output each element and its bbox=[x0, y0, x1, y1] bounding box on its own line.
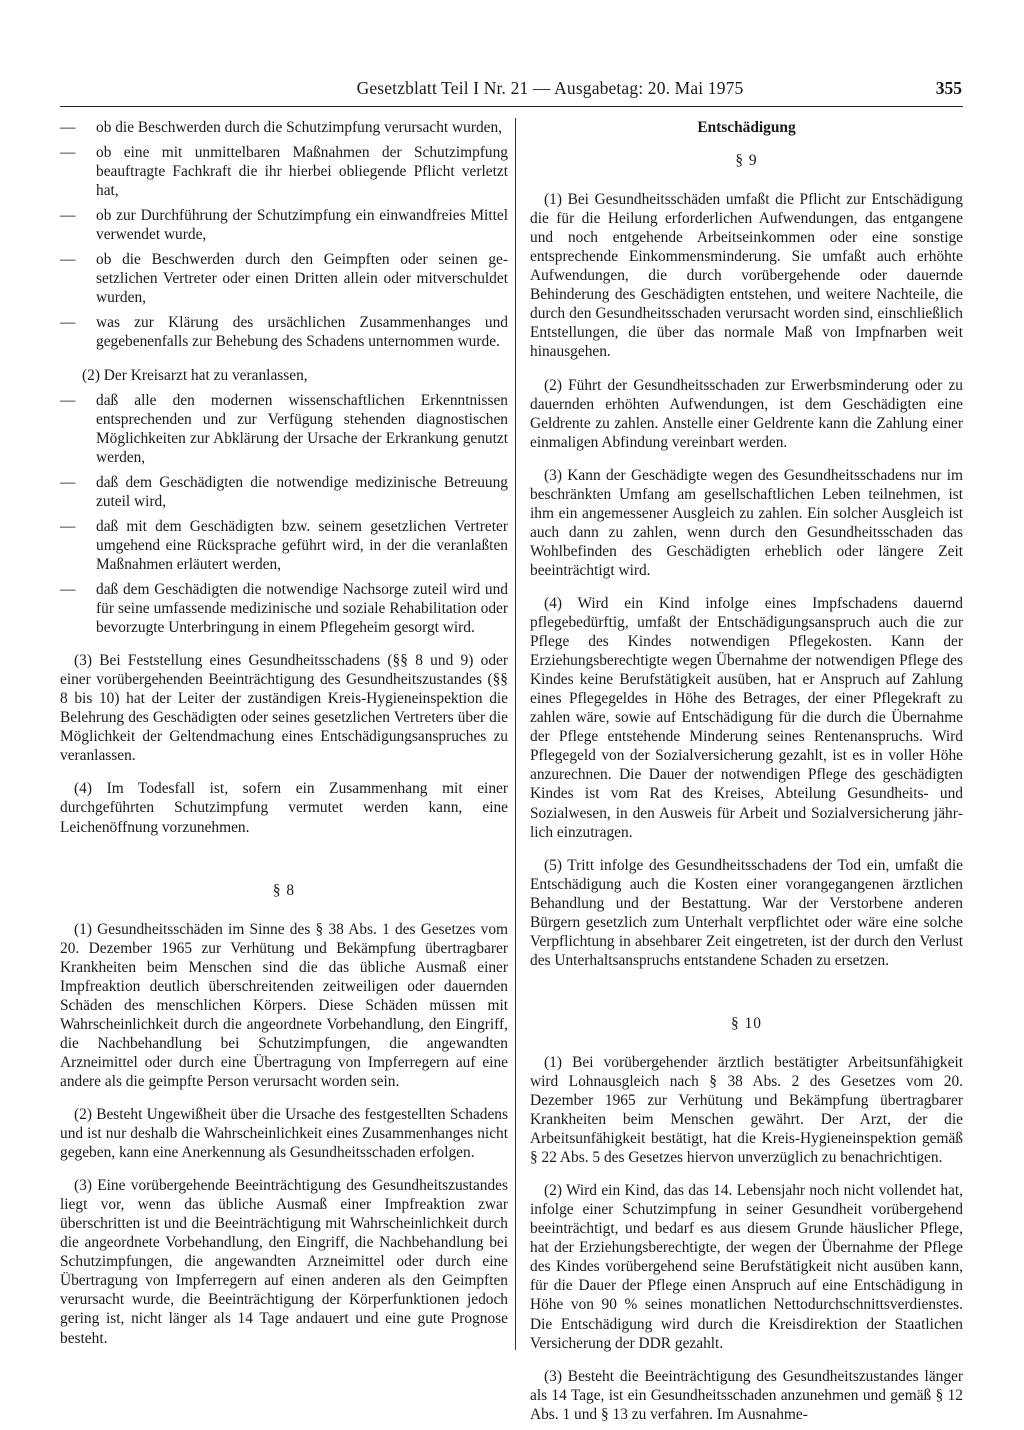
section-10-heading: § 10 bbox=[731, 1014, 762, 1032]
column-divider bbox=[515, 118, 516, 1350]
section-9-paragraph-4: (4) Wird ein Kind infolge eines Impfschadens dauernd pflegebedürftig, umfaßt der Entschädigungsanspruch auch die zur Pflege des Kindes notwendigen Pflegekosten. Kann der Erziehungsberechtigte wegen Übernahme der notwendigen Pflege des Kindes keine Berufstätigkeit ausüben, hat er Anspruch auf Zahlung eines Pflegegeldes in Höhe des Betrages, der einer Pflegekraft zu zahlen wäre, sowie auf Entschädigung für die durch die Übernahme der Pflege entstehende Minderung seines Rentenanspruchs. Wird Pflegegeld von der Sozialversicherung gezahlt, ist es in voller Höhe anzurechnen. Die Dauer der notwendigen Pflege des geschädigten Kindes ist vom Rat des Kreises, Abteilung Gesundheits- und Sozialwesen, in den Ausweis für Arbeit und Sozialversicherung jährlich einzutragen. bbox=[530, 594, 963, 841]
list-item: — ob die Beschwerden durch die Schutzimpfung verursacht wurden, bbox=[60, 119, 503, 136]
paragraph-2-intro: (2) Der Kreisarzt hat zu veranlassen, bbox=[82, 366, 308, 384]
section-10-paragraph-3: (3) Besteht die Beeinträchtigung des Gesundheitszustandes länger als 14 Tage, ist ein Gesundheitsschaden anzunehmen und gemäß § 12 Abs. 1 und § 13 zu verfahren. Im Ausnahme- bbox=[530, 1367, 963, 1423]
list-item: — ob die Beschwerden durch den Geimpften oder seinen gesetzlichen Vertreter oder einen Dritten allein oder mitverschuldet wurden, bbox=[60, 251, 508, 307]
section-10-paragraph-2: (2) Wird ein Kind, das das 14. Lebensjahr noch nicht vollendet hat, infolge einer Schutzimpfung in seiner Gesundheit vorübergehend beeinträchtigt, und bedarf es aus diesem Grunde häuslicher Pflege, hat der Erziehungsberechtigte, der wegen der Übernahme der Pflege des Kindes vorübergehend seine Berufstätigkeit nicht ausüben kann, für die Dauer der Pflege einen Anspruch auf eine Entschädigung in Höhe von 90 % seines monatlichen Nettodurchschnittsverdienstes. Die Entschädigung wird durch die Kreisdirektion der Staatlichen Versicherung der DDR gezahlt. bbox=[530, 1182, 963, 1352]
list-item: — ob zur Durchführung der Schutzimpfung ein einwandfreies Mittel verwendet wurde, bbox=[60, 207, 508, 244]
header-rule bbox=[60, 106, 963, 107]
list-item-text: daß mit dem Geschädigten bzw. seinem gesetzlichen Vertreter umgehend eine Rücksprache geführt wird, in der die veranlaßten Maßnahmen erläutert werden, bbox=[96, 517, 508, 573]
section-9-heading: § 9 bbox=[735, 152, 758, 170]
page-number: 355 bbox=[935, 78, 962, 98]
list-item: — daß mit dem Geschädigten bzw. seinem gesetzlichen Vertreter umgehend eine Rücksprache geführt wird, in der die veranlaßten Maßnahmen erläutert werden, bbox=[60, 517, 508, 573]
list-item-text: ob zur Durchführung der Schutzimpfung ein einwandfreies Mittel verwendet wurde, bbox=[96, 207, 508, 244]
section-heading-entschaedigung: Entschädigung bbox=[697, 119, 796, 136]
paragraph-3: (3) Bei Feststellung eines Gesundheitsschadens (§§ 8 und 9) oder einer vorübergehenden Beeinträchtigung des Gesundheitszustandes (§§ 8 bis 10) hat der Leiter der zuständigen Kreis-Hygieneinspektion die Belehrung des Geschädigten oder seines gesetzlichen Vertreters über die Möglichkeit der Geltendmachung eines Entschädigungsanspruches zu veranlassen. bbox=[60, 652, 508, 765]
list-item-text: ob die Beschwerden durch den Geimpften oder seinen gesetzlichen Vertreter oder einen Dritten allein oder mitverschuldet wurden, bbox=[96, 251, 508, 307]
section-9-paragraph-1: (1) Bei Gesundheitsschäden umfaßt die Pflicht zur Entschädigung die für die Heilung erforderlichen Aufwendungen, das entgangene und noch entgehende Arbeitseinkommen oder eine sonstige entsprechende Einkommensminderung. Sie umfaßt auch erhöhte Aufwendungen, die durch vorübergehende oder dauernde Behinderung des Geschädigten entstehen, und weitere Nachteile, die durch den Gesundheitsschaden verursacht worden sind, einschließlich Entstellungen, die über das normale Maß von Impfnarben weit hinausgehen. bbox=[530, 191, 963, 361]
paragraph-4: (4) Im Todesfall ist, sofern ein Zusammenhang mit einer durchgeführten Schutzimpfung vermutet werden kann, eine Leichenöffnung vorzunehmen. bbox=[60, 780, 508, 836]
section-9-paragraph-2: (2) Führt der Gesundheitsschaden zur Erwerbsminderung oder zu dauernden erhöhten Aufwendungen, ist dem Geschädigten eine Geldrente zu zahlen. Anstelle einer Geldrente kann die Zahlung einer einmaligen Abfindung vereinbart werden. bbox=[530, 376, 963, 451]
list-item-text: ob die Beschwerden durch die Schutzimpfung verursacht wurden, bbox=[96, 119, 503, 136]
list-item-text: daß dem Geschädigten die notwendige medizinische Betreuung zuteil wird, bbox=[96, 473, 508, 510]
list-item-text: daß alle den modernen wissenschaftlichen Erkenntnissen entsprechenden und zur Verfügung stehenden diagnostischen Möglichkeiten zur Abklärung der Ursache der Erkrankung genutzt werden, bbox=[96, 391, 508, 466]
list-item: — ob eine mit unmittelbaren Maßnahmen der Schutzimpfung beauftragte Fachkraft die ihr hierbei obliegende Pflicht verletzt hat, bbox=[60, 144, 508, 200]
list-item: — daß dem Geschädigten die notwendige Nachsorge zuteil wird und für seine umfassende medizinische und soziale Rehabilitation oder bevorzugte Unterbringung in einem Pflegeheim gesorgt wird. bbox=[60, 580, 508, 637]
section-8-heading: § 8 bbox=[272, 881, 296, 899]
list-item-text: daß dem Geschädigten die notwendige Nachsorge zuteil wird und für seine umfassende medizinische und soziale Rehabilitation oder bevorzugte Unterbringung in einem Pflegeheim gesorgt wird. bbox=[96, 580, 508, 637]
list-item-text: ob eine mit unmittelbaren Maßnahmen der Schutzimpfung beauftragte Fachkraft die ihr hierbei obliegende Pflicht verletzt hat, bbox=[96, 144, 508, 200]
section-9-paragraph-3: (3) Kann der Geschädigte wegen des Gesundheitsschadens nur im beschränkten Umfang am gesellschaftlichen Leben teilnehmen, ist ihm ein angemessener Ausgleich zu zahlen. Ein solcher Ausgleich ist auch dann zu zahlen, wenn durch den Gesundheitsschaden das Wohlbefinden des Geschädigten erheblich oder längere Zeit beeinträchtigt wird. bbox=[530, 466, 963, 579]
section-8-paragraph-2: (2) Besteht Ungewißheit über die Ursache des festgestellten Schadens und ist nur deshalb die Wahrscheinlichkeit eines Zusammenhanges nicht gegeben, kann eine Anerkennung als Gesundheitsschaden erfolgen. bbox=[60, 1106, 508, 1162]
list-item: — was zur Klärung des ursächlichen Zusammenhanges und gegebenenfalls zur Behebung des Schadens unternommen wurde. bbox=[60, 314, 508, 351]
section-9-paragraph-5: (5) Tritt infolge des Gesundheitsschadens der Tod ein, umfaßt die Entschädigung auch die Kosten einer vorangegangenen ärztlichen Behandlung und der Bestattung. War der Verstorbene anderen Bürgern gesetzlich zum Unterhalt verpflichtet oder wäre eine solche Verpflichtung in absehbarer Zeit eingetreten, ist der durch den Verlust des Unterhaltsanspruchs entstandene Schaden zu ersetzen. bbox=[530, 856, 963, 969]
list-item-text: was zur Klärung des ursächlichen Zusammenhanges und gegebenenfalls zur Behebung des Schadens unternommen wurde. bbox=[96, 314, 508, 351]
right-column bbox=[530, 118, 963, 1430]
section-8-paragraph-1: (1) Gesundheitsschäden im Sinne des § 38 Abs. 1 des Gesetzes vom 20. Dezember 1965 zur Verhütung und Bekämpfung übertragbarer Krankheiten beim Menschen sind die das übliche Ausmaß einer Impfreaktion deutlich überschreitenden zeitweiligen oder dauernden Schäden des menschlichen Körpers. Diese Schäden müssen mit Wahrscheinlichkeit durch die angeordnete Vorbehandlung, den Eingriff, die Nachbehandlung bei Schutzimpfungen, die angewandten Arzneimittel oder durch eine Übertragung von Impferregern auf eine andere als die geimpfte Person verursacht worden sein. bbox=[60, 920, 508, 1090]
page-header bbox=[0, 74, 1024, 104]
list-item: — daß alle den modernen wissenschaftlichen Erkenntnissen entsprechenden und zur Verfügung stehenden diagnostischen Möglichkeiten zur Abklärung der Ursache der Erkrankung genutzt werden, bbox=[60, 391, 508, 466]
left-column bbox=[60, 118, 508, 1354]
list-item: — daß dem Geschädigten die notwendige medizinische Betreuung zuteil wird, bbox=[60, 473, 508, 510]
section-8-paragraph-3: (3) Eine vorübergehende Beeinträchtigung des Gesundheitszustandes liegt vor, wenn das übliche Ausmaß einer Impfreaktion zwar überschritten ist und die Beeinträchtigung mit Wahrscheinlichkeit durch die angeordnete Vorbehandlung, den Eingriff, die Nachbehandlung bei Schutzimpfungen, die angewandten Arzneimittel oder durch eine Übertragung von Impferregern auf einen anderen als den Geimpften verursacht wurde, die Beeinträchtigung der Körperfunktionen jedoch gering ist, nicht länger als 14 Tage andauert und eine gute Prognose besteht. bbox=[60, 1177, 508, 1347]
gazette-title: Gesetzblatt Teil I Nr. 21 — Ausgabetag: 20. Mai 1975 bbox=[356, 78, 744, 98]
section-10-paragraph-1: (1) Bei vorübergehender ärztlich bestätigter Arbeitsunfähigkeit wird Lohnausgleich nach § 38 Abs. 2 des Gesetzes vom 20. Dezember 1965 zur Verhütung und Bekämpfung übertragbarer Krankheiten beim Menschen gewährt. Der Arzt, der die Arbeitsunfähigkeit bestätigt, hat die Kreis-Hygieneinspektion gemäß § 22 Abs. 5 des Gesetzes hiervon unverzüglich zu benachrichtigen. bbox=[530, 1053, 963, 1167]
